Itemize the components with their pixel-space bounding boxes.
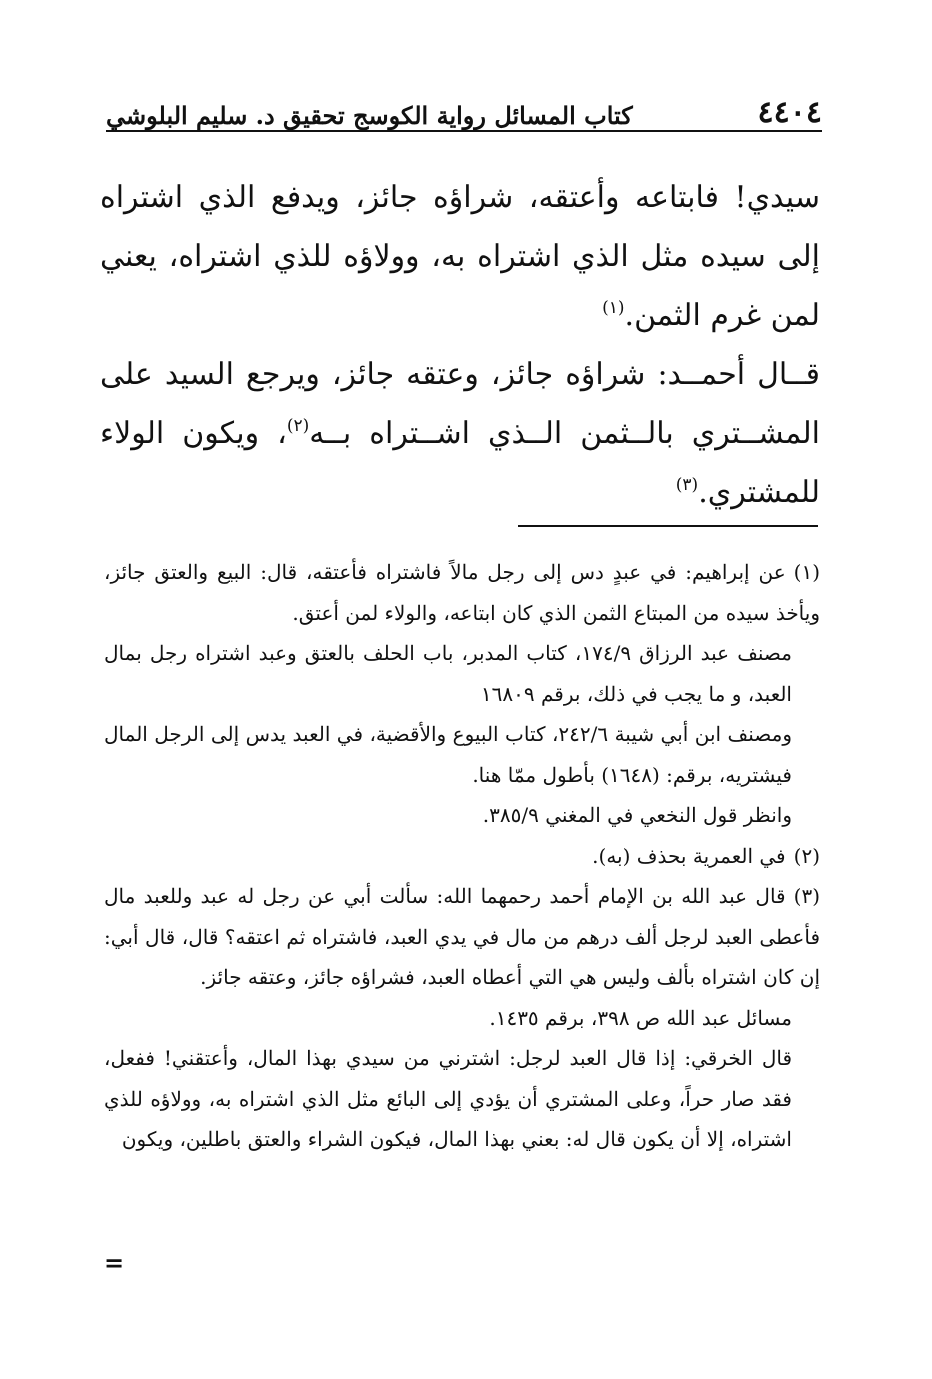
main-paragraph: [100, 168, 820, 345]
footnote-3: [104, 876, 820, 998]
running-title: كتاب المسائل رواية الكوسج تحقيق د. سليم البلوشي: [106, 101, 633, 130]
footnote-text: عن إبراهيم: في عبدٍ دس إلى رجل مالاً فاشتراه فأعتقه، قال: البيع والعتق جائز، ويأخذ سيده من المبتاع الثمن الذي كان ابتاعه، والولاء لمن أعتق.: [104, 560, 820, 625]
footnote-reference: مسائل عبد الله ص ٣٩٨، برقم ١٤٣٥.: [489, 1005, 792, 1030]
header-rule: [106, 130, 822, 132]
footnote-1: [104, 552, 820, 633]
footnote-text: في العمرية بحذف (به).: [592, 843, 786, 868]
page-header: [106, 86, 822, 130]
main-paragraph-text: قــال أحمــد: شراؤه جائز، وعتقه جائز، ويرجع السيد على المشــتري بالــثمن الــذي اشــتراه بــه: [100, 357, 820, 451]
footnote-reference: وانظر قول النخعي في المغني ٣٨٥/٩.: [482, 803, 792, 827]
main-paragraph: [100, 345, 820, 522]
footnote-number: (٢): [793, 843, 820, 868]
footnote-2: [104, 836, 820, 877]
footnote-ref-3: (٣): [675, 475, 699, 495]
footnote-reference: مصنف عبد الرزاق ١٧٤/٩، كتاب المدبر، باب الحلف بالعتق وعبد اشتراه رجل بمال العبد، و ما يجب في ذلك، برقم ١٦٨٠٩: [104, 641, 792, 706]
footnote-reference: ومصنف ابن أبي شيبة ٢٤٢/٦، كتاب البيوع والأقضية، في العبد يدس إلى الرجل المال فيشتريه، برقم: (١٦٤٨) بأطول ممّا هنا.: [104, 722, 792, 787]
footnote-ref-1: (١): [602, 298, 625, 318]
continuation-mark: =: [104, 1248, 125, 1277]
footnote-number: (٣): [793, 884, 820, 908]
footnote-text: قال عبد الله بن الإمام أحمد رحمهما الله: سألت أبي عن رجل له عبد وللعبد مال فأعطى العبد لرجل ألف درهم من مال في يدي العبد، فاشتراه ثم اعتقه؟ قال، قال أبي: إن كان اشتراه بألف وليس هي التي أعطاه العبد، فشراؤه جائز، وعتقه جائز.: [104, 884, 821, 989]
page-number: ٤٤٠٤: [757, 95, 822, 130]
footnotes: [104, 552, 820, 1160]
footnote-number: (١): [793, 560, 820, 584]
main-paragraph-text: سيدي! فابتاعه وأعتقه، شراؤه جائز، ويدفع الذي اشتراه إلى سيده مثل الذي اشتراه به، وولاؤه للذي اشتراه، يعني لمن غرم الثمن.: [100, 180, 820, 333]
footnote-ref-2: (٢): [286, 416, 310, 436]
footnote-separator: [518, 525, 818, 527]
main-text: [100, 168, 820, 522]
footnote-reference: قال الخرقي: إذا قال العبد لرجل: اشترني من سيدي بهذا المال، وأعتقني! ففعل، فقد صار حراً، وعلى المشتري أن يؤدي إلى البائع مثل الذي اشتراه به، وولاؤه للذي اشتراه، إلا أن يكون قال له: بعني بهذا المال، فيكون الشراء والعتق باطلين، ويكون: [104, 1046, 792, 1151]
main-paragraph-text: ، ويكون الولاء للمشتري.: [100, 416, 820, 510]
